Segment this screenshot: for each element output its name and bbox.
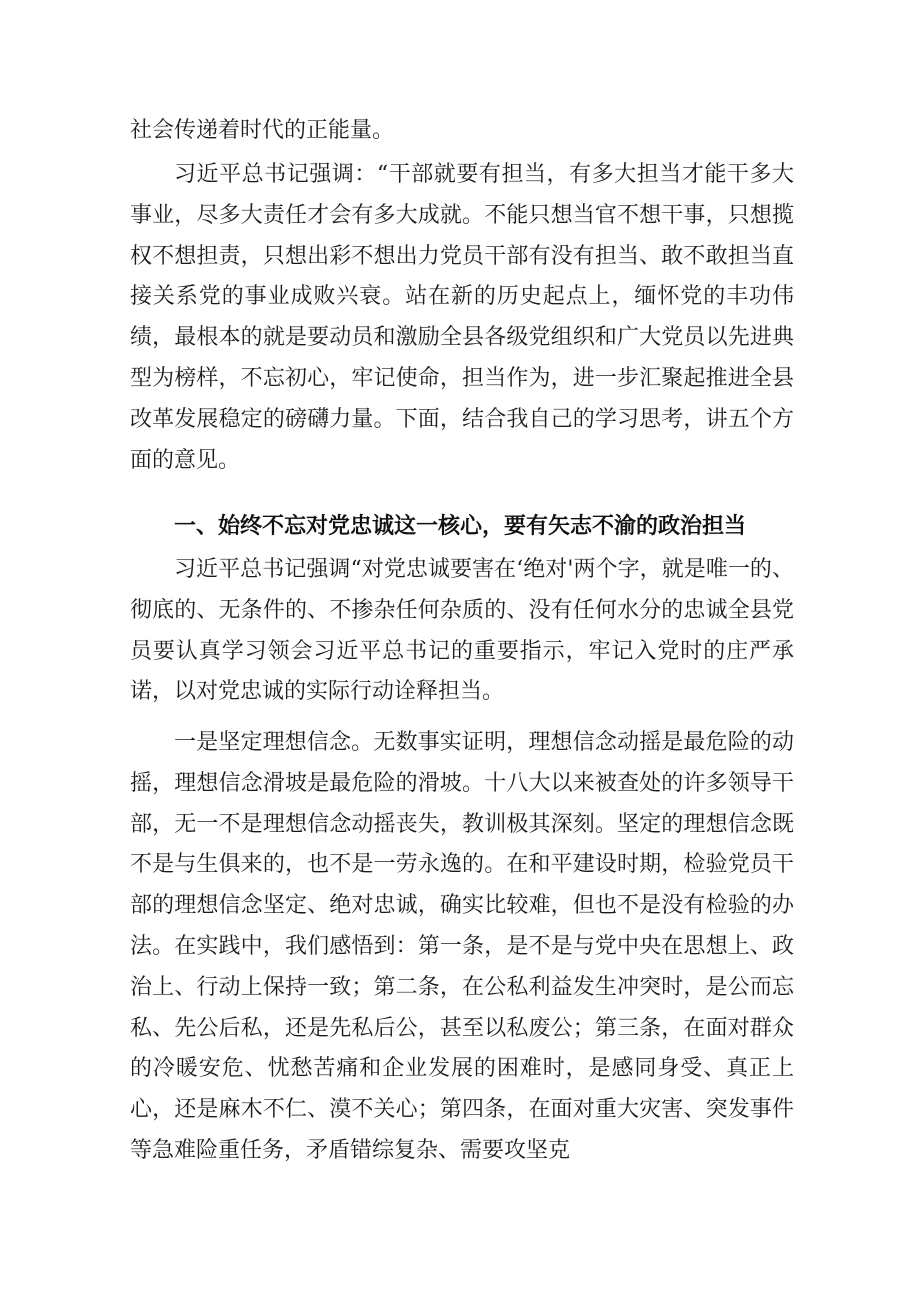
section-heading-1: 一、始终不忘对党忠诚这一核心，要有矢志不渝的政治担当 xyxy=(174,514,747,539)
paragraph-continuation: 社会传递着时代的正能量。 xyxy=(130,118,395,143)
paragraph-ideals-faith: 一是坚定理想信念。无数事实证明，理想信念动摇是最危险的动摇，理想信念滑坡是最危险的滑坡。十八大以来被查处的许多领导干部，无一不是理想信念动摇丧失，教训极其深刻。坚定的理想信念既不是与生俱来的，也不是一劳永逸的。在和平建设时期，检验党员干部的理想信念坚定、绝对忠诚，确实比较难，但也不是没有检验的办法。在实践中，我们感悟到：第一条，是不是与党中央在思想上、政治上、行动上保持一致；第二条，在公私利益发生冲突时，是公而忘私、先公后私，还是先私后公，甚至以私废公；第三条，在面对群众的冷暖安危、忧愁苦痛和企业发展的困难时，是感同身受、真正上心，还是麻木不仁、漠不关心；第四条，在面对重大灾害、突发事件等急难险重任务，矛盾错综复杂、需要攻坚克 xyxy=(130,730,794,1163)
paragraph-loyalty: 习近平总书记强调“对党忠诚要害在‘绝对'两个字，就是唯一的、彻底的、无条件的、不掺杂任何杂质的、没有任何水分的忠诚全县党员要认真学习领会习近平总书记的重要指示，牢记入党时的庄严承诺，以对党忠诚的实际行动诠释担当。 xyxy=(130,557,794,705)
paragraph-leadership-quote: 习近平总书记强调：“干部就要有担当，有多大担当才能干多大事业，尽多大责任才会有多大成就。不能只想当官不想干事，只想揽权不想担责，只想出彩不想出力党员干部有没有担当、敢不敢担当直接关系党的事业成败兴衰。站在新的历史起点上，缅怀党的丰功伟绩，最根本的就是要动员和激励全县各级党组织和广大党员以先进典型为榜样，不忘初心，牢记使命，担当作为，进一步汇聚起推进全县改革发展稳定的磅礴力量。下面，结合我自己的学习思考，讲五个方面的意见。 xyxy=(130,162,794,473)
